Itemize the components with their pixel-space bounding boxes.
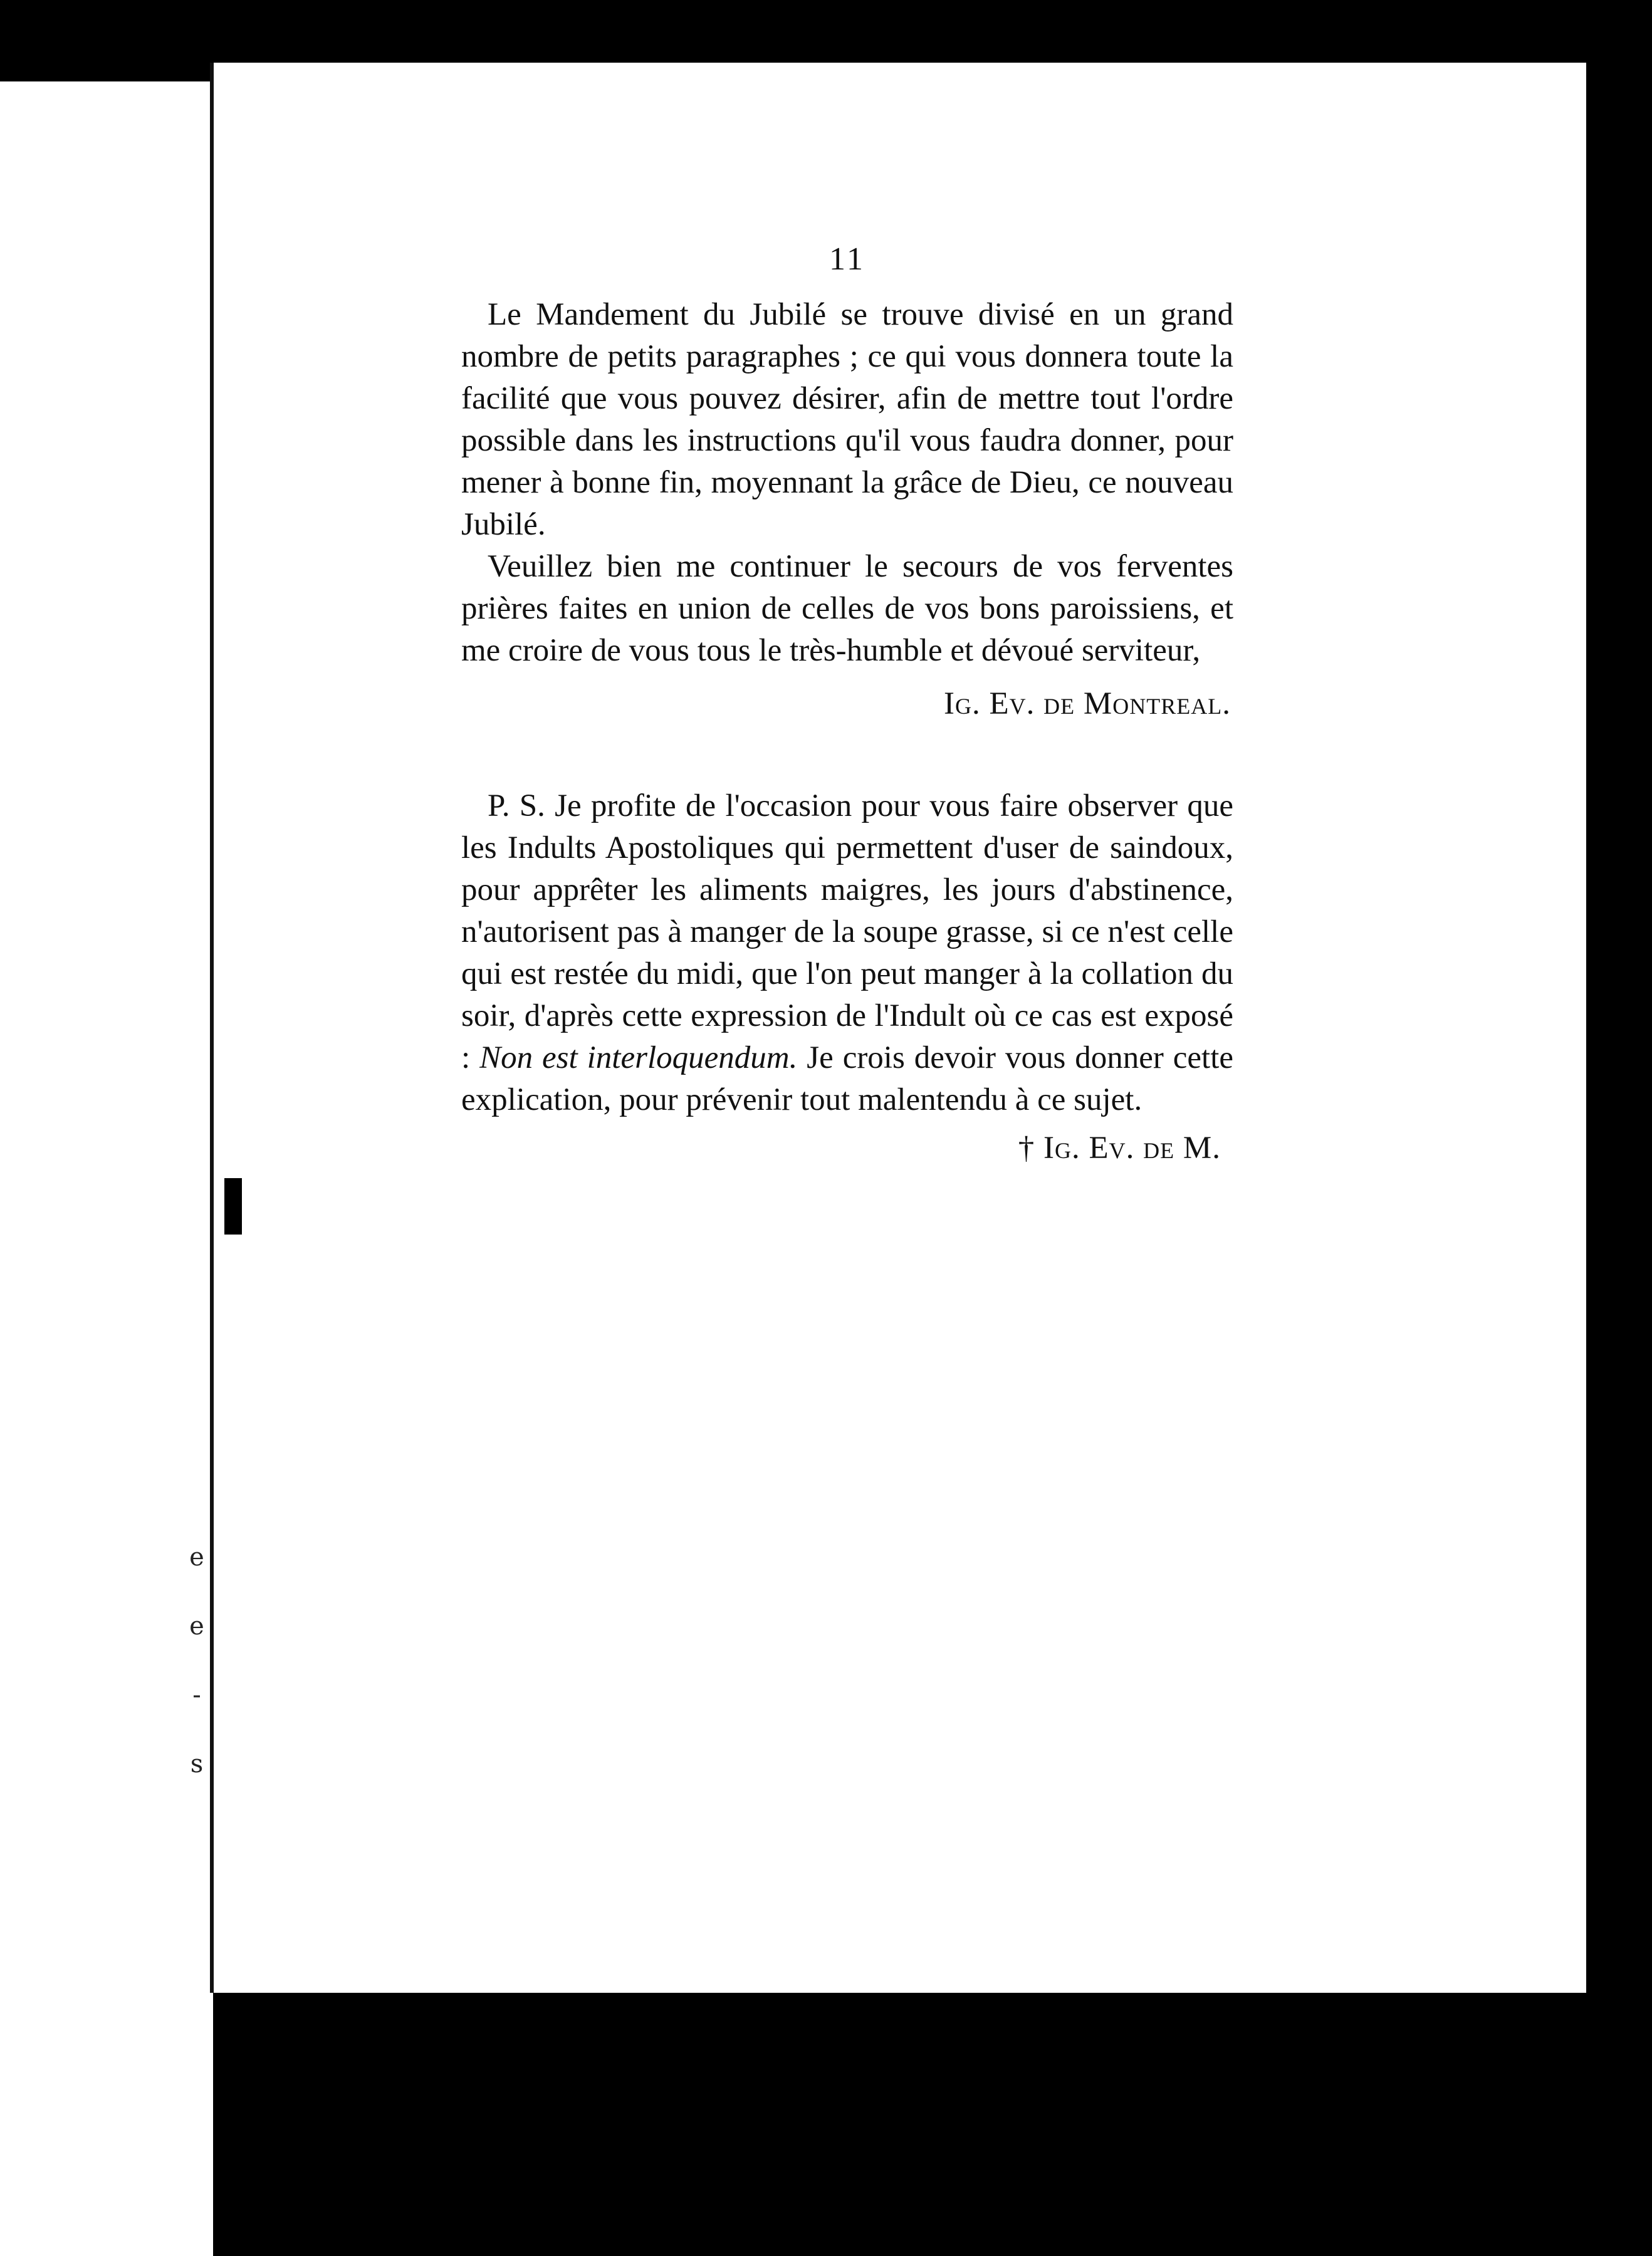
facing-page-text-fragments: e e - s — [189, 1543, 204, 1778]
paragraph-prieres: Veuillez bien me continuer le secours de vos ferventes prières faites en union de celles de vos bons paroissiens, et me croire de vous tous le très-humble et dévoué serviteur, — [461, 549, 1233, 668]
paragraph-jubile: Le Mandement du Jubilé se trouve divisé en un grand nombre de petits paragraphes ; ce qui vous donnera toute la facilité que vous pouvez désirer, afin de mettre tout l'ordre possible dans les instructions qu'il vous faudra donner, pour mener à bonne fin, moyennant la grâce de Dieu, ce nouveau Jubilé. — [461, 297, 1233, 542]
postscript-paragraph — [461, 785, 1233, 1121]
facing-page-edge — [0, 81, 213, 2256]
binding-mark — [224, 1178, 242, 1235]
scan-background-strip — [251, 1993, 1652, 2256]
postscript-signature: † Ig. Ev. de M. — [1018, 1131, 1221, 1166]
page-number: 11 — [829, 241, 866, 277]
postscript-text: P. S. Je profite de l'occasion pour vous faire observer que les Indults Apostoliques qui permettent d'user de saindoux, pour apprêter les aliments maigres, les jours d'abstinence, n'autorisent pas à manger de la soupe grasse, si ce n'est celle qui est restée du midi, que l'on peut manger à la collation du soir, d'après cette expression de l'Indult où ce cas est exposé : — [461, 788, 1233, 1075]
page-text-block — [461, 238, 1233, 1169]
postscript-latin-phrase: Non est interloquendum. — [479, 1040, 798, 1075]
postscript-text-end: Je crois devoir vous donner cette explication, pour prévenir tout malentendu à ce sujet. — [461, 1040, 1234, 1117]
signature: Ig. Ev. de Montreal. — [944, 686, 1231, 721]
